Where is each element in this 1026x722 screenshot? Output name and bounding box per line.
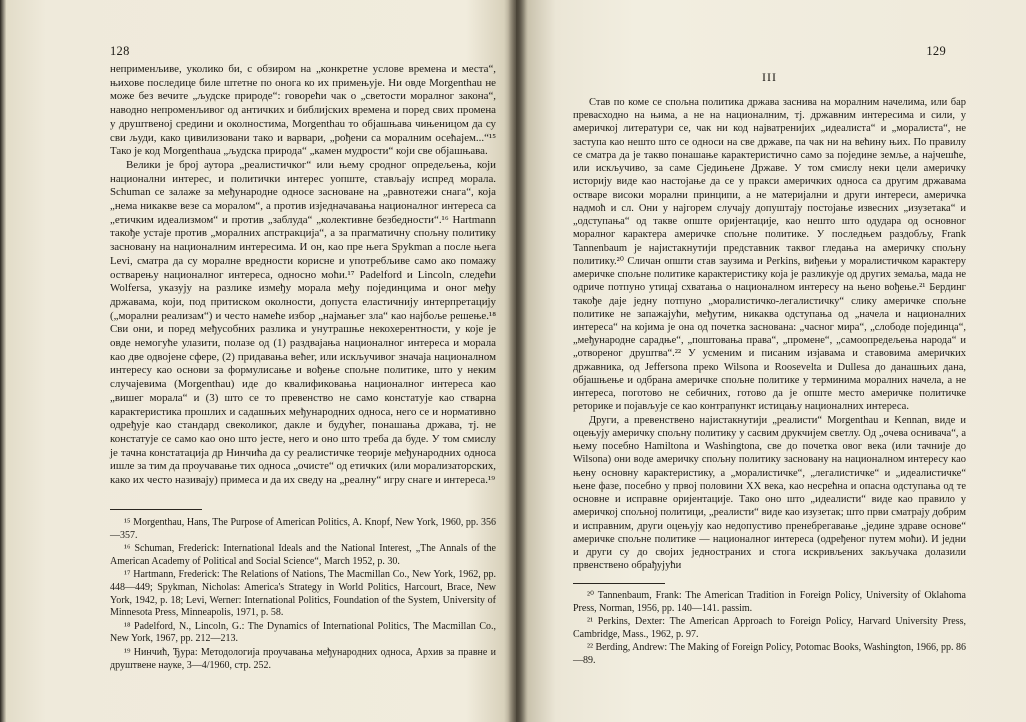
left-body-text xyxy=(110,63,496,488)
left-page xyxy=(6,0,516,722)
footnote-20: ²⁰ Tannenbaum, Frank: The American Tradition in Foreign Policy, University of Oklahoma Press, Norman, 1956, pp. 140—141. passim. xyxy=(573,590,966,614)
footnote-15: ¹⁵ Morgenthau, Hans, The Purpose of American Politics, A. Knopf, New York, 1960, pp. 356—357. xyxy=(110,517,496,541)
footnote-16: ¹⁶ Schuman, Frederick: International Ideals and the National Interest, „The Annals of the American Academy of Political and Social Science“, March 1952, p. 30. xyxy=(110,543,496,567)
left-paragraph-1: неприменљиве, уколико би, с обзиром на „конкретне услове времена и места“, њихове последице биле штетне по онога ко их примењује. Ни овде Morgenthau не може без вечите „људске природе“: говорећи чак о „светости моралног закона“, наводно непроменљивог од античких и библијских времена и поред свих промена у друштвеној средини и околностима, Morgenthau то објашњава чињеницом да су сви људи, како цивилизовани тако и варвари, „рођени са моралним осећајем...“¹⁵ Тако је код Morgenthaua „људска природа“ „камен мудрости“ који све објашњава. xyxy=(110,63,496,158)
page-number-right: 129 xyxy=(926,44,946,58)
footnote-rule-right xyxy=(573,583,665,584)
footnote-21: ²¹ Perkins, Dexter: The American Approach to Foreign Policy, Harvard University Press, Cambridge, Mass., 1962, p. 97. xyxy=(573,616,966,640)
footnote-18: ¹⁸ Padelford, N., Lincoln, G.: The Dynamics of International Politics, The Macmillan Co., New York, 1967, pp. 212—213. xyxy=(110,620,496,645)
left-paragraph-2: Велики је број аутора „реалистичког“ или њему сродног опредељења, који национални интерес, и политички интерес уопште, стављају испред морала. Schuman се залаже за међународне односе засноване на „равнотежи снага“, која „нема никакве везе са моралом“, а против изједначавања националног интереса са „етичким идеализмом“ и против „заблуда“ „колективне безбедности“.¹⁶ Hartmann такође устаје против „моралних апстракција“, а за прагматичну спољну политику засновану на националним интересима. И он, као пре њега Spykman а после њега Levi, сматра да су моралне вредности корисне и употребљиве само ако помажу остварењу националног интереса, односно моћи.¹⁷ Padelford и Lincoln, следећи Wolfersa, указују на разлике између морала међу појединцима и оног међу државама, који, под притиском околности, допуста еластичнију интерпретацију („морални реализам“) и често намеће избор „најмањег зла“ као најбоље решење.¹⁸ Сви они, и поред међусобних разлика и унутрашње некохерентности, у које је овде немогуће улазити, полазе од (1) раздвајања националног интереса и морала као две одвојене сфере, (2) придавања већег, или искључивог значаја националном интересу као основи за формулисање и вођење спољне политике, што у неким случајевима (Morgenthau) иде до квалификовања националног интереса као „вишег морала“ и (3) што се то превенство не само констатује као стварна карактеристика прошлих и садашњих међународних односа, него се и нормативно одређује као стандард свеколиког, дакле и будућег, понашања држава, тј. не констатује се само као оно што јесте, него и оно што треба да буде. У том смислу је тачна констатација др Нинчића да су реалистичке теорије међународних односа ишле за тим да проучавање тих односа „очисте“ од етичких (или морализаторских, како их често називају) примеса и да их сведу на „реалну“ игру снаге и интереса.¹⁹ xyxy=(110,158,496,487)
footnote-rule-left xyxy=(110,509,202,510)
page-number-left: 128 xyxy=(110,44,130,58)
right-page xyxy=(516,0,1026,722)
left-footnotes xyxy=(110,517,496,673)
book-gutter-shadow xyxy=(508,0,528,722)
right-paragraph-1: Став по коме се спољна политика држава заснива на моралним начелима, или бар превасходно на њима, а не на националним, тј. државним интересима и сили, у америчкој литератури се, чак ни код најватренијих „идеалиста“ и „моралиста“, не заступа као нешто што се односи на све државе, па чак ни на већину њих. По правилу се сматра да је такво понашање карактеристично само за поједине земље, а најчешће, или искључиво, за саме Сједињене Државе. У том смислу неки цели америчку историју виде као настојање да се у пракси америчких односа са другим државама остваре високи морални принципи, а не материјални и други интереси, америчка надмоћ и сл. Они у најгорем случају допуштају постојање извесних „изузетака“ и „одступања“ од такве опште оријентације, као нешто што одудара од основног моралног карактера америчке спољне политике. У последњем раздобљу, Frank Tannenbaum је најистакнутији представник таквог гледања на америчку спољну политику.²⁰ Сличан општи став заузима и Perkins, виђењи у моралистичком карактеру америчке спољне политике карактеристику која је разликује од других земаља, мада не одриче потпуно утицај схватања о националном интересу на њено вођење.²¹ Бердинг такође даје једну потпуно „моралистичко-легалистичку“ слику америчке спољне политике не запажајући, међутим, никаква одступања од „начела и националних интереса“ на којима је она од почетка заснована: „часног мира“, „слободе појединца“, „међународне сарадње“, „поштовања права“, „промене“, „самоопредељења народа“ и „отвореног друштва“.²² У усменим и писаним изјавама и ставовима америчких државника, од Jeffersona преко Wilsona и Roosevelta и Dullesa до данашњих дана, објашњење и одбрана америчке спољне политике у терминима моралних начела, а не интереса, поготово не себичних, готово да је опште место америчке политичке реторике и појављује се као контрапункт истицању националних интереса. xyxy=(573,97,966,413)
footnote-17: ¹⁷ Hartmann, Frederick: The Relations of Nations, The Macmillan Co., New York, 1962, pp. 448—449; Spykman, Nicholas: America's Strategy in World Politics, Harcourt, Brace, New York, 1942, p. 18; Levi, Werner: International Politics, Foundation of the System, University of Minnesota Press, Minneapolis, 1971, p. 58. xyxy=(110,569,496,619)
section-heading: III xyxy=(762,70,777,84)
right-footnotes xyxy=(573,590,966,669)
footnote-19: ¹⁹ Нинчић, Ђура: Методологија проучавања међународних односа, Архив за правне и друштвене науке, 3—4/1960, стр. 252. xyxy=(110,646,496,671)
right-paragraph-2: Други, а превенствено најистакнутији „реалисти“ Morgenthau и Kennan, виде и оцењују америчку спољну политику у сасвим друкчијем светлу. Од „очева оснивача“, а њему посебно Hamiltona и Washingtona, све до почетка овог века (или тачније до Wilsona) они воде америчку спољну политику засновану на националном интересу као њену основну карактеристику, а „моралистичке“, „легалистичке“ и „идеалистичке“ њене фазе, посебно у првој половини XX века, као несрећна и опасна одступања од те основне и исправне оријентације. Тако оно што „идеалисти“ виде као правило у америчкој спољној политици, „реалисти“ виде као изузетак; што први сматрају добрим и исправним, други оцењују као недопустиво пренебрегавање „једине здраве основе“ америчке спољне политике — националног интереса (одређеног путем моћи). И једни и други су до својих једностраних и стога искривљених закључака долазили првенствено обрађујући xyxy=(573,414,966,572)
footnote-22: ²² Berding, Andrew: The Making of Foreign Policy, Potomac Books, Washington, 1966, pp. 86—89. xyxy=(573,642,966,666)
right-body-text xyxy=(573,96,966,572)
